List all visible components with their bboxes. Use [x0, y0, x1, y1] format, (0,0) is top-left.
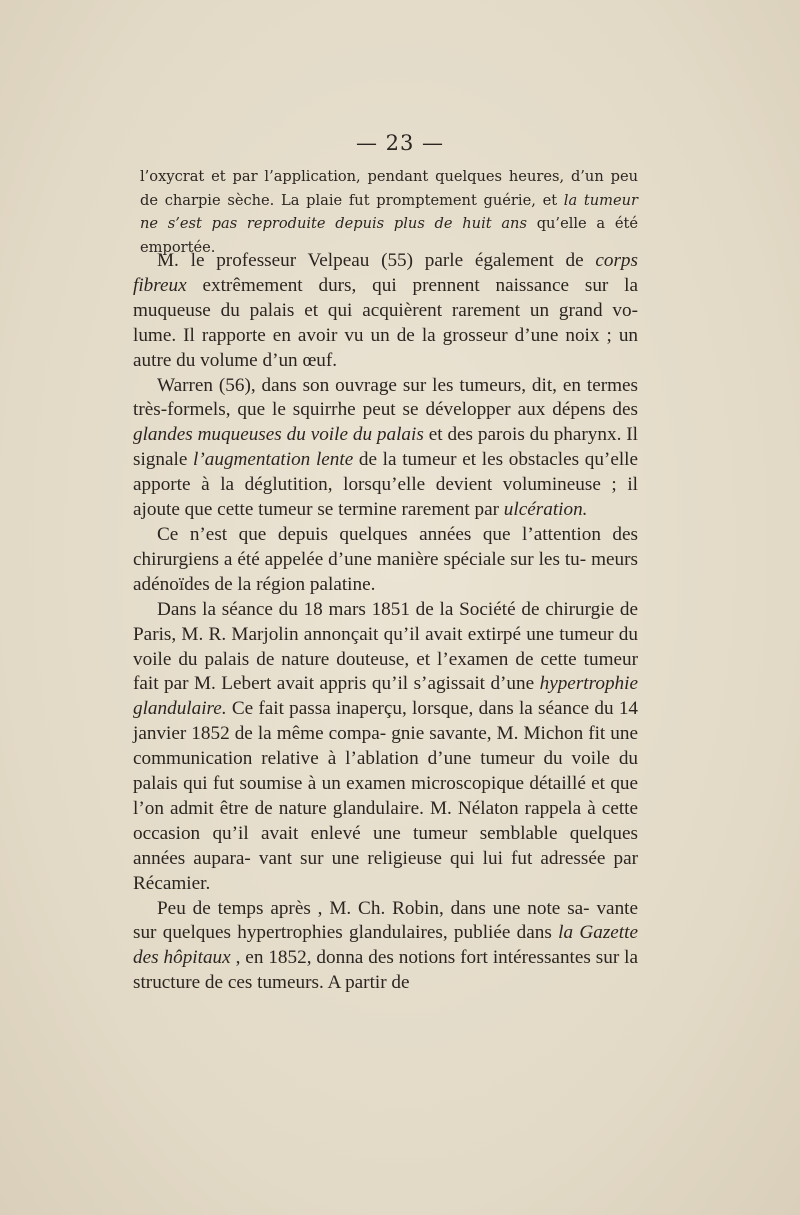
text-run: vant sur une religieuse qui lui fut adressée par Récamier.	[133, 847, 638, 894]
text-run: du pharynx. Il signale	[133, 424, 638, 471]
text-run: qu’elle a été emportée.	[140, 215, 639, 256]
paragraph	[133, 249, 638, 374]
text-run: de la tumeur et les	[353, 449, 504, 471]
text-run: Ce n’est que depuis quelques années que l’attention des	[157, 523, 638, 545]
paragraph	[133, 598, 638, 897]
text-run: lume. Il rapporte en avoir vu un de la grosseur d’une noix ;	[133, 324, 612, 346]
text-run: chirurgiens a été appelée d’une manière spéciale sur les tu-	[133, 548, 587, 570]
text-run: extrêmement durs, qui prennent naissance sur la	[186, 274, 638, 296]
text-run: Dans la séance du 18 mars 1851 de la Société de chirurgie	[157, 598, 615, 620]
italic-run: corps	[595, 250, 638, 271]
italic-run: ulcération.	[503, 499, 588, 521]
text-run: un examen microscopique détaillé et que l’on admit être de	[133, 773, 639, 819]
text-run: l’oxycrat et par l’application, pendant quelques heures, d’un peu de	[140, 168, 638, 209]
text-run: volumineuse ; il ajoute que cette tumeur se termine rarement	[133, 474, 638, 521]
text-run: Ce fait passa inaperçu, lorsque,	[226, 698, 474, 720]
text-run: intéressantes sur la structure de ces tumeurs. A partir de	[133, 947, 638, 994]
italic-run: hypertrophie glandulaire.	[133, 673, 638, 720]
italic-run: la tumeur ne s’est	[140, 191, 639, 232]
text-run: tumeur du voile du palais de nature douteuse, et l’examen de	[133, 623, 638, 670]
italic-run: glandes muqueuses du voile du palais	[133, 424, 424, 446]
text-run: et des parois	[423, 424, 525, 446]
text-run: d’une	[490, 673, 540, 695]
text-run: par	[474, 499, 504, 521]
text-run: , en 1852, donna des notions fort	[230, 947, 488, 969]
text-run: charpie sèche. La plaie fut promptement guérie, et	[164, 191, 564, 209]
paragraph	[133, 897, 638, 997]
page-number: — 23 —	[355, 131, 445, 155]
italic-run: l’augmentation lente	[193, 449, 354, 471]
text-run: l’ablation d’une tumeur du voile du palais qui fut soumise à	[133, 748, 639, 795]
text-run: dans la séance du 14 janvier 1852 de la même compa-	[133, 698, 639, 745]
text-run: avait enlevé une tumeur semblable quelques années aupara-	[133, 822, 639, 869]
text-run: meurs adénoïdes de la région palatine.	[133, 548, 638, 595]
text-run: Peu de temps après , M. Ch. Robin, dans une note sa-	[157, 897, 590, 919]
text-run: muqueuse du palais et qui acquièrent rarement un grand vo-	[133, 299, 638, 321]
text-run: nature glandulaire. M. Nélaton rappela à cette occasion qu’il	[133, 797, 639, 844]
italic-run: la Gazette des hôpitaux	[133, 922, 638, 969]
text-run: obstacles qu’elle apporte à la déglutition, lorsqu’elle devient	[133, 449, 639, 496]
text-run: de Paris, M. R. Marjolin annonçait qu’il avait extirpé une	[133, 598, 639, 645]
text-run: termes très-formels, que le squirrhe peut se développer aux	[133, 374, 639, 421]
text-run: gnie savante, M. Michon fit une communication relative à	[133, 723, 638, 770]
text-run: dépens des	[552, 399, 639, 421]
paragraph	[133, 374, 638, 523]
text-run: M. le professeur Velpeau (55) parle également de	[157, 250, 596, 271]
continued-paragraph-text	[140, 165, 638, 259]
text-run: Warren (56), dans son ouvrage sur les tumeurs, dit, en	[157, 374, 581, 396]
text-run: cette tumeur fait par M. Lebert avait appris qu’il s’agissait	[133, 648, 639, 695]
text-run: vante sur quelques hypertrophies glandulaires, publiée dans	[133, 897, 639, 944]
paragraph	[133, 523, 638, 598]
main-text	[133, 249, 638, 996]
italic-run: pas reproduite depuis plus de huit ans	[211, 215, 527, 232]
text-run: un autre du volume d’un œuf.	[133, 324, 638, 371]
italic-run: fibreux	[133, 274, 187, 296]
continued-paragraph	[140, 165, 638, 259]
